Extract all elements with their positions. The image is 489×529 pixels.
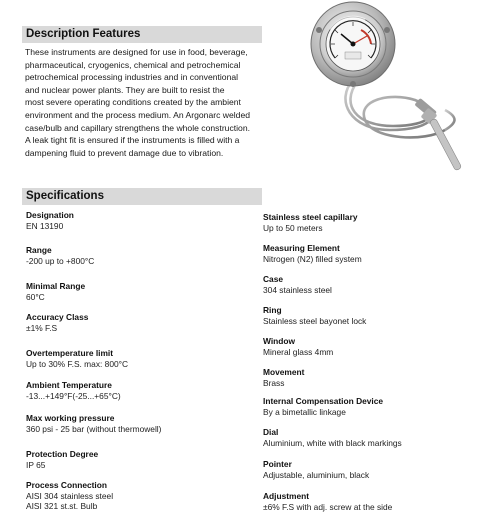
spec-measuring-element	[263, 243, 483, 264]
spec-value: Mineral glass 4mm	[263, 346, 334, 357]
spec-label: Process Connection	[26, 480, 107, 490]
spec-minimal-range	[26, 281, 246, 302]
spec-value: -200 up to +800°C	[26, 255, 95, 266]
spec-movement	[263, 367, 483, 388]
spec-adjustment	[263, 491, 483, 512]
spec-designation	[26, 210, 246, 231]
spec-label: Protection Degree	[26, 449, 99, 459]
spec-label: Overtemperature limit	[26, 348, 114, 358]
description-heading: Description Features	[22, 26, 262, 43]
spec-value: -13...+149°F(-25...+65°C)	[26, 390, 121, 401]
spec-value: EN 13190	[26, 220, 64, 231]
spec-window	[263, 336, 483, 357]
spec-value: ±6% F.S with adj. screw at the side	[263, 501, 393, 512]
spec-value: 360 psi - 25 bar (without thermowell)	[26, 423, 162, 434]
spec-range	[26, 245, 246, 266]
spec-label: Max working pressure	[26, 413, 115, 423]
spec-label: Window	[263, 336, 296, 346]
spec-value: Up to 30% F.S. max: 800°C	[26, 358, 129, 369]
spec-value: 60°C	[26, 291, 45, 302]
spec-value: Stainless steel bayonet lock	[263, 315, 367, 326]
spec-label: Adjustment	[263, 491, 310, 501]
spec-compensation-device	[263, 396, 483, 417]
spec-ambient-temperature	[26, 380, 246, 401]
spec-label: Minimal Range	[26, 281, 86, 291]
spec-label: Movement	[263, 367, 305, 377]
spec-capillary	[263, 212, 483, 233]
thermometer-product-image	[295, 0, 485, 175]
description-line: environment and the process medium. An Argonarc welded	[25, 109, 250, 120]
spec-label: Measuring Element	[263, 243, 340, 253]
spec-label: Stainless steel capillary	[263, 212, 358, 222]
spec-label: Accuracy Class	[26, 312, 89, 322]
spec-value: Nitrogen (N2) filled system	[263, 253, 362, 264]
description-line: A leak tight fit is ensured if the instruments is filled with a	[25, 135, 240, 146]
spec-label: Pointer	[263, 459, 292, 469]
description-line: most severe operating conditions created by the ambient	[25, 97, 241, 108]
description-line: petrochemical processing industries and in conventional	[25, 72, 239, 83]
spec-process-connection	[26, 480, 246, 512]
description-line: and nuclear power plants. They are built to resist the	[25, 84, 225, 95]
spec-label: Designation	[26, 210, 74, 220]
description-line: pharmaceutical, cryogenics, chemical and petrochemical	[25, 59, 241, 70]
description-line: dampening fluid to prevent damage due to vibration.	[25, 147, 224, 158]
spec-label: Case	[263, 274, 284, 284]
spec-label: Ring	[263, 305, 282, 315]
spec-pointer	[263, 459, 483, 480]
spec-value: 304 stainless steel	[263, 284, 332, 295]
spec-value: AISI 304 stainless steel	[26, 490, 114, 501]
spec-label: Dial	[263, 427, 279, 437]
description-text	[25, 46, 270, 159]
spec-value: IP 65	[26, 459, 46, 470]
spec-label: Internal Compensation Device	[263, 396, 384, 406]
spec-value: By a bimetallic linkage	[263, 406, 346, 417]
specifications-heading: Specifications	[22, 188, 262, 205]
spec-dial	[263, 427, 483, 448]
spec-label: Ambient Temperature	[26, 380, 112, 390]
spec-accuracy-class	[26, 312, 246, 333]
spec-value: ±1% F.S	[26, 322, 58, 333]
spec-value: Brass	[263, 377, 285, 388]
spec-case	[263, 274, 483, 295]
spec-ring	[263, 305, 483, 326]
spec-label: Range	[26, 245, 52, 255]
spec-value: Adjustable, aluminium, black	[263, 469, 370, 480]
spec-overtemperature-limit	[26, 348, 246, 369]
description-line: case/bulb and capillary strengthens the whole construction.	[25, 122, 251, 133]
spec-value: Up to 50 meters	[263, 222, 323, 233]
spec-max-working-pressure	[26, 413, 246, 434]
spec-value: AISI 321 st.st. Bulb	[26, 501, 98, 511]
spec-protection-degree	[26, 449, 246, 470]
spec-value: Aluminium, white with black markings	[263, 437, 402, 448]
description-line: These instruments are designed for use in food, beverage,	[25, 47, 248, 57]
